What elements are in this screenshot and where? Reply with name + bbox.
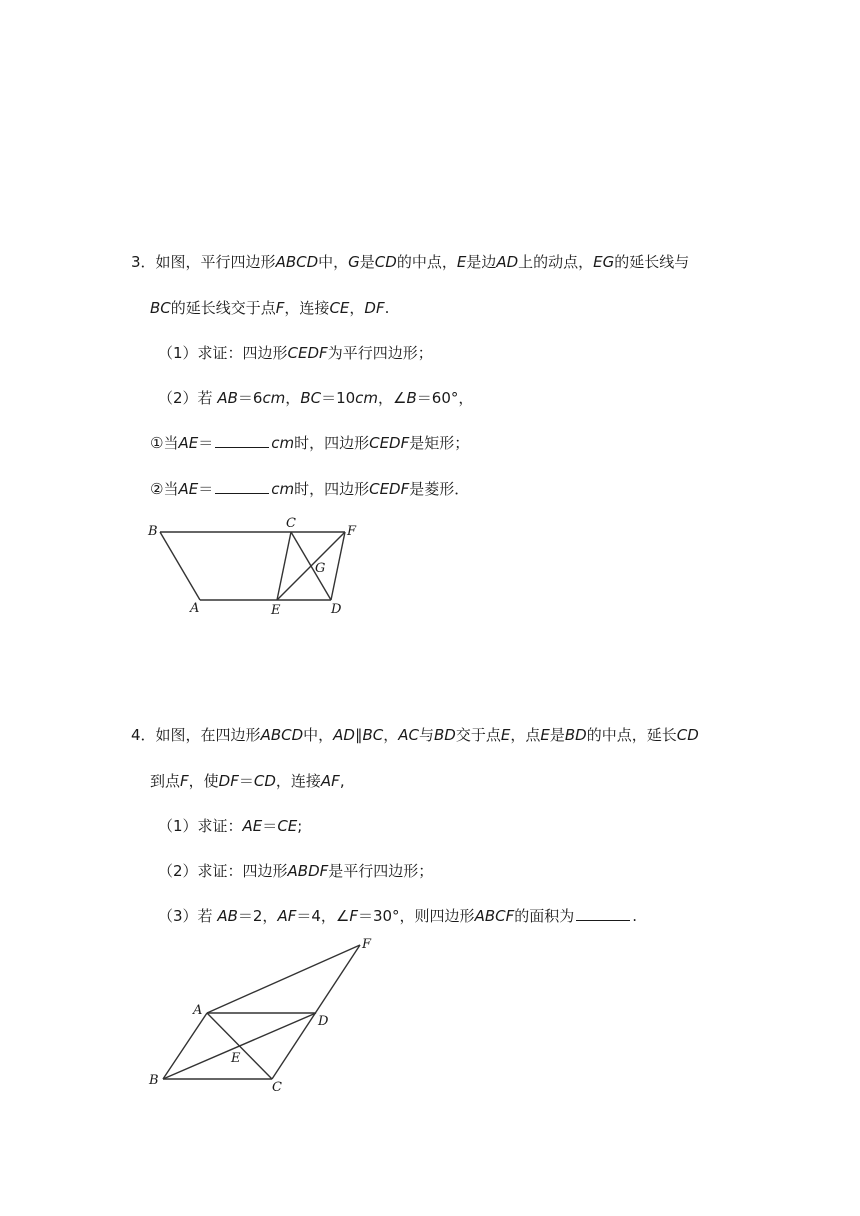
q4-label-F: F <box>362 937 372 952</box>
q3-seg-FD <box>331 532 345 600</box>
q4-line2: 到点F，使DF＝CD，连接AF, <box>150 772 345 790</box>
q3-part2: （2）若 AB＝6cm，BC＝10cm，∠B＝60°， <box>158 389 474 407</box>
q3-line2: BC的延长线交于点F，连接CE，DF. <box>150 299 390 317</box>
q3-label-C: C <box>286 516 296 531</box>
q3-label-G: G <box>315 561 326 576</box>
q4-label-B: B <box>149 1073 159 1088</box>
q4-number: 4． <box>131 726 156 744</box>
q3-seg-EF <box>277 532 345 600</box>
q3-line1: 3．如图，平行四边形ABCD中，G是CD的中点，E是边AD上的动点，EG的延长线与 <box>131 253 690 271</box>
q3-part1: （1）求证：四边形CEDF为平行四边形； <box>158 344 433 362</box>
q3-label-F: F <box>347 524 357 539</box>
q3-number: 3． <box>131 253 156 271</box>
q3-seg-BA <box>160 532 200 600</box>
q4-label-E: E <box>231 1051 241 1066</box>
q4-label-C: C <box>272 1080 282 1095</box>
q4-part2: （2）求证：四边形ABDF是平行四边形； <box>158 862 434 880</box>
q3-label-B: B <box>148 524 158 539</box>
q4-part3: （3）若 AB＝2，AF＝4，∠F＝30°，则四边形ABCF的面积为 . <box>158 907 638 925</box>
q3-label-E: E <box>271 603 281 618</box>
q4-label-D: D <box>318 1014 329 1029</box>
q4-label-A: A <box>193 1003 203 1018</box>
q3-answer1: ①当AE＝ cm时，四边形CEDF是矩形； <box>150 434 470 452</box>
q4-line1: 4．如图，在四边形ABCD中，AD∥BC，AC与BD交于点E，点E是BD的中点，延长CD <box>131 726 699 744</box>
q4-part1: （1）求证：AE＝CE; <box>158 817 303 835</box>
q3-answer2: ②当AE＝ cm时，四边形CEDF是菱形． <box>150 480 470 498</box>
q3-label-D: D <box>331 602 342 617</box>
q3-label-A: A <box>190 601 200 616</box>
q3-seg-CE <box>277 532 291 600</box>
